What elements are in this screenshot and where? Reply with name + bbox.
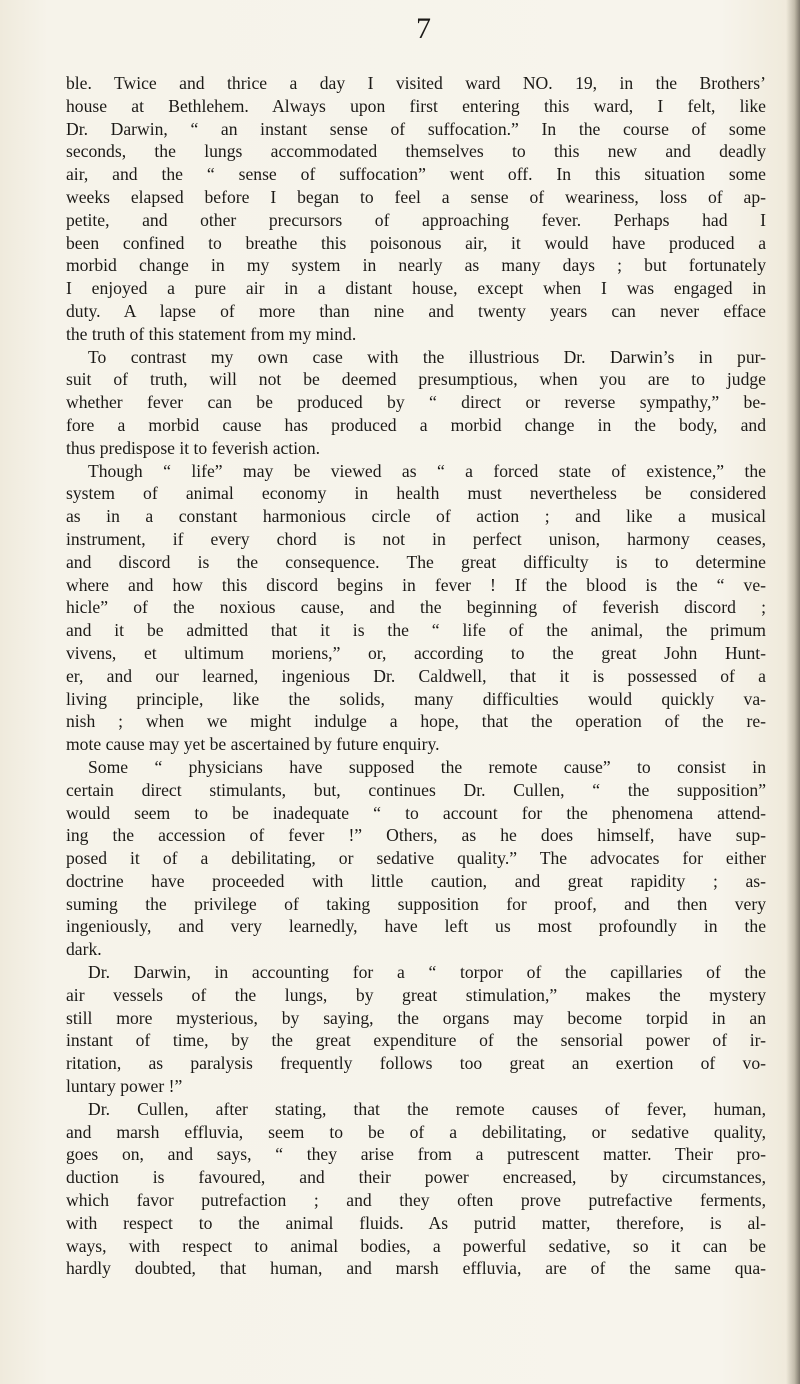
text-line: duction is favoured, and their power encreased, by circumstances, bbox=[66, 1167, 766, 1188]
text-line: would seem to be inadequate “ to account for the phenomena attend- bbox=[66, 802, 766, 823]
text-line: mote cause may yet be ascertained by future enquiry. bbox=[66, 734, 440, 755]
text-line: ways, with respect to animal bodies, a powerful sedative, so it can be bbox=[66, 1235, 766, 1256]
text-line: instant of time, by the great expenditure of the sensorial power of ir- bbox=[66, 1030, 766, 1051]
text-line: house at Bethlehem. Always upon first entering this ward, I felt, like bbox=[66, 95, 766, 116]
text-line: Though “ life” may be viewed as “ a forced state of existence,” the bbox=[88, 460, 766, 481]
text-line: and discord is the consequence. The great difficulty is to determine bbox=[66, 551, 766, 572]
text-line: morbid change in my system in nearly as many days ; but fortunately bbox=[66, 255, 766, 276]
body-text bbox=[66, 72, 766, 1280]
text-line: the truth of this statement from my mind. bbox=[66, 323, 357, 344]
text-line: certain direct stimulants, but, continues Dr. Cullen, “ the supposition” bbox=[66, 779, 766, 800]
text-line: seconds, the lungs accommodated themselves to this new and deadly bbox=[66, 141, 766, 162]
text-line: duty. A lapse of more than nine and twenty years can never efface bbox=[66, 300, 766, 321]
text-line: I enjoyed a pure air in a distant house, except when I was engaged in bbox=[66, 278, 766, 299]
text-line: instrument, if every chord is not in perfect unison, harmony ceases, bbox=[66, 528, 766, 549]
text-line: with respect to the animal fluids. As putrid matter, therefore, is al- bbox=[66, 1212, 766, 1233]
text-line: ble. Twice and thrice a day I visited ward NO. 19, in the Brothers’ bbox=[66, 73, 766, 93]
text-line: system of animal economy in health must nevertheless be considered bbox=[66, 483, 766, 504]
text-line: weeks elapsed before I began to feel a sense of weariness, loss of ap- bbox=[66, 186, 766, 207]
text-line: and it be admitted that it is the “ life of the animal, the primum bbox=[66, 620, 766, 641]
text-line: er, and our learned, ingenious Dr. Caldwell, that it is possessed of a bbox=[66, 665, 766, 686]
text-line: and marsh effluvia, seem to be of a debilitating, or sedative quality, bbox=[66, 1121, 766, 1142]
text-line: doctrine have proceeded with little caution, and great rapidity ; as- bbox=[66, 870, 766, 891]
text-line: hicle” of the noxious cause, and the beginning of feverish discord ; bbox=[66, 597, 766, 618]
text-line: thus predispose it to feverish action. bbox=[66, 437, 321, 458]
text-line: vivens, et ultimum moriens,” or, according to the great John Hunt- bbox=[66, 642, 766, 663]
text-line: Dr. Darwin, in accounting for a “ torpor of the capillaries of the bbox=[88, 962, 766, 983]
text-line: as in a constant harmonious circle of action ; and like a musical bbox=[66, 506, 766, 527]
text-line: which favor putrefaction ; and they often prove putrefactive ferments, bbox=[66, 1190, 766, 1211]
page-number: 7 bbox=[416, 12, 431, 45]
text-line: been confined to breathe this poisonous air, it would have produced a bbox=[66, 232, 766, 253]
text-line: hardly doubted, that human, and marsh effluvia, are of the same qua- bbox=[66, 1258, 766, 1279]
page-edge-shadow bbox=[786, 0, 800, 1384]
text-line: ingeniously, and very learnedly, have left us most profoundly in the bbox=[66, 916, 766, 937]
text-line: suming the privilege of taking supposition for proof, and then very bbox=[66, 893, 766, 914]
text-line: luntary power !” bbox=[66, 1076, 183, 1097]
text-line: goes on, and says, “ they arise from a putrescent matter. Their pro- bbox=[66, 1144, 766, 1165]
text-line: Dr. Cullen, after stating, that the remote causes of fever, human, bbox=[88, 1098, 766, 1119]
text-line: suit of truth, will not be deemed presumptious, when you are to judge bbox=[66, 369, 766, 390]
text-line: whether fever can be produced by “ direct or reverse sympathy,” be- bbox=[66, 392, 766, 413]
text-line: still more mysterious, by saying, the organs may become torpid in an bbox=[66, 1007, 766, 1028]
text-line: nish ; when we might indulge a hope, that the operation of the re- bbox=[66, 711, 766, 732]
text-line: where and how this discord begins in fever ! If the blood is the “ ve- bbox=[66, 574, 766, 595]
text-line: posed it of a debilitating, or sedative quality.” The advocates for either bbox=[66, 848, 766, 869]
text-line: To contrast my own case with the illustrious Dr. Darwin’s in pur- bbox=[88, 346, 766, 367]
text-line: fore a morbid cause has produced a morbid change in the body, and bbox=[66, 414, 766, 435]
text-line: ing the accession of fever !” Others, as he does himself, have sup- bbox=[66, 825, 766, 846]
text-line: petite, and other precursors of approaching fever. Perhaps had I bbox=[66, 209, 766, 230]
text-line: air vessels of the lungs, by great stimulation,” makes the mystery bbox=[66, 984, 766, 1005]
text-line: dark. bbox=[66, 939, 102, 960]
text-line: Some “ physicians have supposed the remote cause” to consist in bbox=[88, 756, 766, 777]
text-line: Dr. Darwin, “ an instant sense of suffocation.” In the course of some bbox=[66, 118, 766, 139]
text-line: living principle, like the solids, many difficulties would quickly va- bbox=[66, 688, 766, 709]
text-line: air, and the “ sense of suffocation” went off. In this situation some bbox=[66, 164, 766, 185]
text-line: ritation, as paralysis frequently follows too great an exertion of vo- bbox=[66, 1053, 766, 1074]
